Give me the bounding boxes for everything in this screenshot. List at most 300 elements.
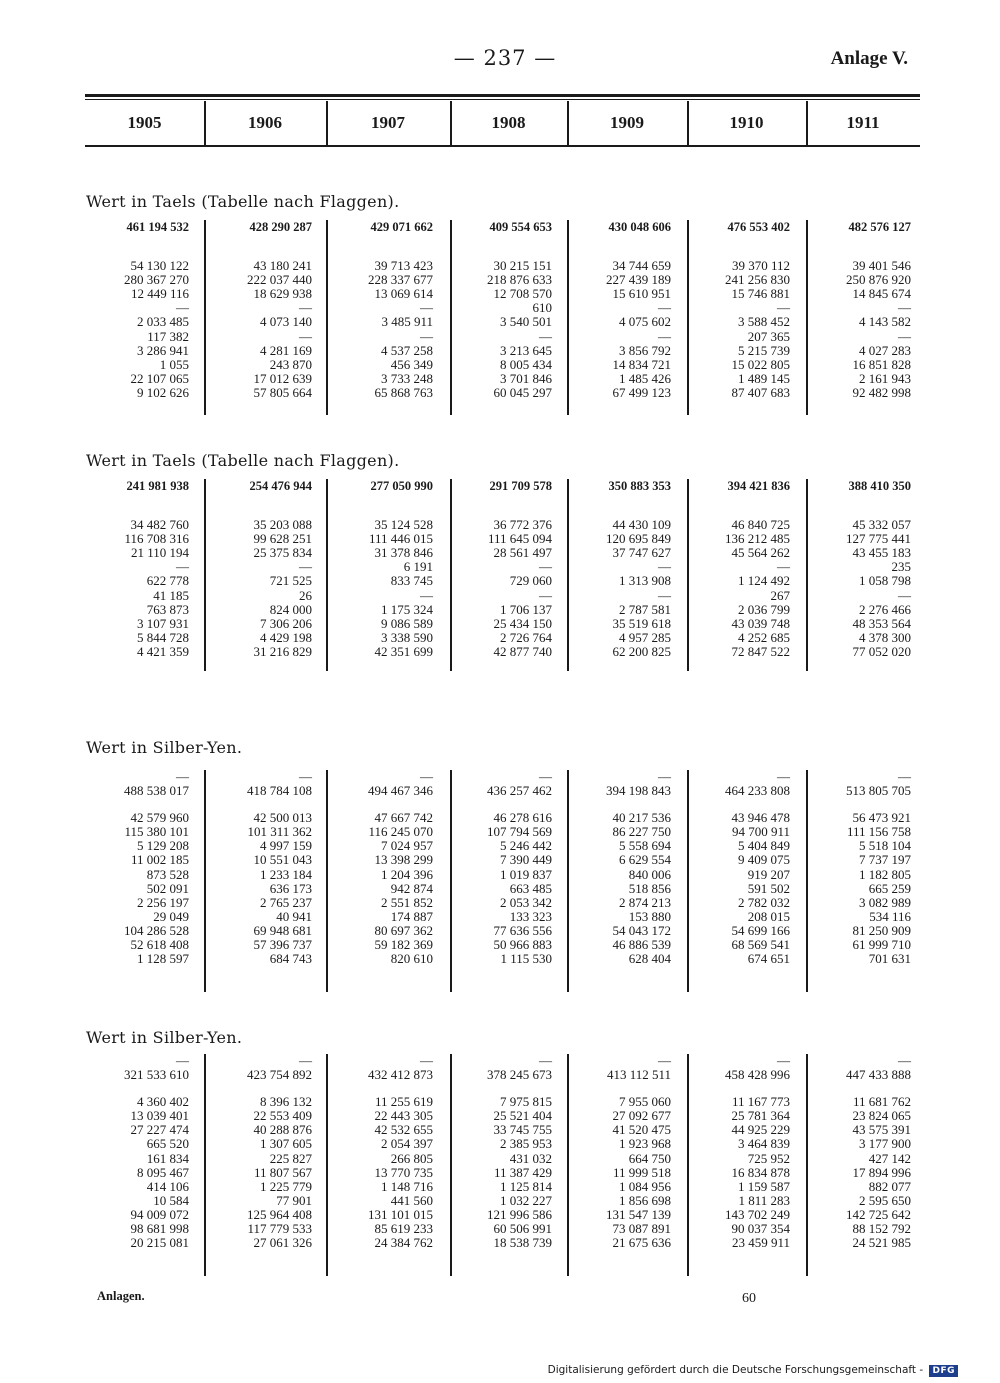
footer-number: 60 <box>742 1291 756 1306</box>
table-cell: — <box>420 328 433 344</box>
table-cell: 4 281 169 <box>260 342 312 358</box>
table-cell: 24 384 762 <box>374 1235 433 1251</box>
table-cell: 174 887 <box>390 908 433 924</box>
table-cell: 39 713 423 <box>374 258 433 274</box>
table-cell: 441 560 <box>390 1192 433 1208</box>
table-cell: 942 874 <box>390 880 433 896</box>
table-cell: 43 575 391 <box>852 1122 911 1138</box>
year-column <box>206 220 312 400</box>
table-cell: 90 037 354 <box>731 1221 790 1237</box>
table-cell: 39 370 112 <box>731 258 790 274</box>
table-cell: 34 744 659 <box>612 258 671 274</box>
table-cell: 99 628 251 <box>253 531 312 547</box>
table-cell: 1 175 324 <box>381 601 433 617</box>
table-cell: 5 246 442 <box>500 838 552 854</box>
table-cell: 29 049 <box>153 908 189 924</box>
table-cell: 432 412 873 <box>368 1067 433 1083</box>
table-cell: 4 957 285 <box>619 629 671 645</box>
table-cell: 3 338 590 <box>381 629 433 645</box>
year-header-row <box>85 101 920 145</box>
table-cell: 225 827 <box>269 1150 312 1166</box>
table-cell: 267 <box>770 587 790 603</box>
table-cell: 725 952 <box>747 1150 790 1166</box>
table-cell: 1 706 137 <box>500 601 552 617</box>
table-cell: 7 975 815 <box>500 1094 552 1110</box>
table-cell: 153 880 <box>628 908 671 924</box>
table-cell: 701 631 <box>868 951 911 967</box>
table-cell: — <box>898 587 911 603</box>
table-cell: — <box>898 769 911 784</box>
table-cell: 3 701 846 <box>500 370 552 386</box>
top-rule-thick <box>85 94 920 97</box>
table-cell: 13 069 614 <box>374 286 433 302</box>
table-cell: 7 306 206 <box>260 615 312 631</box>
table-cell: 92 482 998 <box>852 384 911 400</box>
table-cell: 222 037 440 <box>247 272 312 288</box>
year-column <box>328 1054 433 1250</box>
table-cell: 1 923 968 <box>619 1136 671 1152</box>
table-cell: 161 834 <box>146 1150 189 1166</box>
table-cell: 104 286 528 <box>124 922 189 938</box>
year-column <box>808 479 911 659</box>
table-cell: 11 681 762 <box>852 1094 911 1110</box>
table-cell: 22 553 409 <box>253 1108 312 1124</box>
table-cell: 3 485 911 <box>381 314 433 330</box>
table-cell: 665 520 <box>146 1136 189 1152</box>
table-cell: 44 925 229 <box>731 1122 790 1138</box>
table-cell: 15 746 881 <box>731 286 790 302</box>
table-cell: 3 177 900 <box>859 1136 911 1152</box>
table-cell: 73 087 891 <box>612 1221 671 1237</box>
table-cell: 513 805 705 <box>846 783 911 799</box>
table-cell: 40 288 876 <box>253 1122 312 1138</box>
table-cell: — <box>299 559 312 575</box>
table-cell: 25 434 150 <box>493 615 552 631</box>
total-value: 409 554 653 <box>489 220 552 234</box>
table-cell: 65 868 763 <box>374 384 433 400</box>
table-cell: 6 191 <box>403 559 433 575</box>
table-cell: 35 124 528 <box>374 517 433 533</box>
table-cell: 85 619 233 <box>374 1221 433 1237</box>
table-cell: 68 569 541 <box>731 937 790 953</box>
table-cell: 1 124 492 <box>738 573 790 589</box>
table-cell: — <box>420 1053 433 1068</box>
year-column <box>206 1054 312 1250</box>
table-cell: 40 217 536 <box>612 810 671 826</box>
dfg-logo: DFG <box>929 1365 958 1377</box>
table-cell: 5 129 208 <box>137 838 189 854</box>
table-cell: 25 375 834 <box>253 545 312 561</box>
table-cell: — <box>299 769 312 784</box>
table-cell: — <box>420 300 433 316</box>
table-cell: 1 225 779 <box>260 1178 312 1194</box>
year-column <box>328 770 433 966</box>
table-cell: 9 102 626 <box>137 384 189 400</box>
table-cell: 25 521 404 <box>493 1108 552 1124</box>
table-cell: 27 092 677 <box>612 1108 671 1124</box>
table-cell: 136 212 485 <box>725 531 790 547</box>
table-cell: 494 467 346 <box>368 783 433 799</box>
table-cell: 11 387 429 <box>493 1164 552 1180</box>
table-cell: — <box>176 1053 189 1068</box>
table-cell: 1 058 798 <box>859 573 911 589</box>
table-cell: 2 053 342 <box>500 894 552 910</box>
table-cell: 1 032 227 <box>500 1192 552 1208</box>
year-column <box>452 1054 552 1250</box>
table-cell: 4 421 359 <box>137 643 189 659</box>
table-cell: 16 834 878 <box>731 1164 790 1180</box>
table-cell: — <box>539 559 552 575</box>
table-cell: 1 233 184 <box>260 866 312 882</box>
year-column <box>328 479 433 659</box>
table-cell: 42 579 960 <box>130 810 189 826</box>
table-cell: 61 999 710 <box>852 937 911 953</box>
table-cell: 3 464 839 <box>738 1136 790 1152</box>
table-cell: — <box>539 328 552 344</box>
table-cell: 4 073 140 <box>260 314 312 330</box>
table-cell: 2 595 650 <box>859 1192 911 1208</box>
table-cell: 43 455 183 <box>852 545 911 561</box>
year-column <box>689 220 790 400</box>
year-bottom-rule <box>85 145 920 147</box>
table-cell: 674 651 <box>747 951 790 967</box>
total-value: 476 553 402 <box>727 220 790 234</box>
table-cell: 3 733 248 <box>381 370 433 386</box>
year-1911: 1911 <box>846 113 880 132</box>
table-cell: 42 877 740 <box>493 643 552 659</box>
table-cell: 125 964 408 <box>247 1206 312 1222</box>
table-cell: 5 518 104 <box>859 838 911 854</box>
table-cell: 48 353 564 <box>852 615 911 631</box>
year-column <box>808 1054 911 1250</box>
table-cell: 418 784 108 <box>247 783 312 799</box>
table-cell: 1 128 597 <box>137 951 189 967</box>
table-cell: 111 156 758 <box>846 824 911 840</box>
table-cell: 1 489 145 <box>738 370 790 386</box>
table-cell: 86 227 750 <box>612 824 671 840</box>
year-column <box>85 479 189 659</box>
table-cell: 2 385 953 <box>500 1136 552 1152</box>
table-cell: 636 173 <box>269 880 312 896</box>
table-cell: 1 204 396 <box>381 866 433 882</box>
table-cell: 321 533 610 <box>124 1067 189 1083</box>
table-cell: 628 404 <box>628 951 671 967</box>
table-cell: 2 782 032 <box>738 894 790 910</box>
table-cell: 46 840 725 <box>731 517 790 533</box>
total-value: 430 048 606 <box>608 220 671 234</box>
table-cell: 1 115 530 <box>500 951 552 967</box>
table-cell: 11 807 567 <box>253 1164 312 1180</box>
table-cell: 11 999 518 <box>612 1164 671 1180</box>
table-cell: 69 948 681 <box>253 922 312 938</box>
table-cell: — <box>658 559 671 575</box>
table-cell: 1 125 814 <box>500 1178 552 1194</box>
table-cell: 28 561 497 <box>493 545 552 561</box>
table-cell: 23 459 911 <box>731 1235 790 1251</box>
total-value: 241 981 938 <box>126 479 189 493</box>
table-cell: 13 039 401 <box>130 1108 189 1124</box>
table-cell: 833 745 <box>390 573 433 589</box>
table-cell: 31 216 829 <box>253 643 312 659</box>
table-cell: 873 528 <box>146 866 189 882</box>
table-cell: 5 558 694 <box>619 838 671 854</box>
table-cell: 115 380 101 <box>124 824 189 840</box>
year-column <box>569 479 671 659</box>
total-value: 461 194 532 <box>126 220 189 234</box>
year-column <box>452 770 552 966</box>
table-cell: 54 699 166 <box>731 922 790 938</box>
table-cell: 56 473 921 <box>852 810 911 826</box>
table-cell: 8 005 434 <box>500 356 552 372</box>
table-cell: 2 874 213 <box>619 894 671 910</box>
table-cell: 1 182 805 <box>859 866 911 882</box>
table-cell: 241 256 830 <box>725 272 790 288</box>
table-cell: 60 045 297 <box>493 384 552 400</box>
table-cell: 54 130 122 <box>130 258 189 274</box>
table-cell: 8 095 467 <box>137 1164 189 1180</box>
data-section <box>85 1054 920 1276</box>
section-title: Wert in Silber-Yen. <box>86 738 243 757</box>
table-cell: — <box>777 1053 790 1068</box>
table-cell: 3 286 941 <box>137 342 189 358</box>
table-cell: 72 847 522 <box>731 643 790 659</box>
table-cell: 15 022 805 <box>731 356 790 372</box>
table-cell: 5 215 739 <box>738 342 790 358</box>
table-cell: 6 629 554 <box>619 852 671 868</box>
table-cell: 47 667 742 <box>374 810 433 826</box>
total-value: 350 883 353 <box>608 479 671 493</box>
table-cell: 208 015 <box>747 908 790 924</box>
table-cell: 21 675 636 <box>612 1235 671 1251</box>
table-cell: 12 449 116 <box>130 286 189 302</box>
section-title: Wert in Taels (Tabelle nach Flaggen). <box>86 192 400 211</box>
table-cell: 27 227 474 <box>130 1122 189 1138</box>
table-cell: — <box>658 587 671 603</box>
table-cell: 4 252 685 <box>738 629 790 645</box>
table-cell: 464 233 808 <box>725 783 790 799</box>
table-cell: 1 159 587 <box>738 1178 790 1194</box>
table-cell: 101 311 362 <box>247 824 312 840</box>
table-cell: 5 404 849 <box>738 838 790 854</box>
table-cell: — <box>658 328 671 344</box>
total-value: 291 709 578 <box>489 479 552 493</box>
table-cell: 5 844 728 <box>137 629 189 645</box>
table-cell: — <box>539 587 552 603</box>
table-cell: 2 551 852 <box>381 894 433 910</box>
table-cell: 664 750 <box>628 1150 671 1166</box>
table-cell: 131 101 015 <box>368 1206 433 1222</box>
table-cell: 882 077 <box>868 1178 911 1194</box>
table-cell: 423 754 892 <box>247 1067 312 1083</box>
table-cell: 427 142 <box>868 1150 911 1166</box>
table-cell: — <box>299 300 312 316</box>
year-divider <box>687 101 689 145</box>
year-column <box>206 479 312 659</box>
table-cell: — <box>176 300 189 316</box>
table-cell: 94 700 911 <box>731 824 790 840</box>
table-cell: 1 148 716 <box>381 1178 433 1194</box>
table-cell: 16 851 828 <box>852 356 911 372</box>
table-cell: 44 430 109 <box>612 517 671 533</box>
year-divider <box>204 101 206 145</box>
table-cell: 143 702 249 <box>725 1206 790 1222</box>
table-cell: 42 532 655 <box>374 1122 433 1138</box>
table-cell: 131 547 139 <box>606 1206 671 1222</box>
table-cell: 456 349 <box>390 356 433 372</box>
year-column <box>689 1054 790 1250</box>
table-cell: 2 036 799 <box>738 601 790 617</box>
table-cell: 2 033 485 <box>137 314 189 330</box>
table-cell: 26 <box>299 587 312 603</box>
total-value: 428 290 287 <box>249 220 312 234</box>
page-number: — 237 — <box>453 46 557 70</box>
table-cell: 46 886 539 <box>612 937 671 953</box>
annex-label: Anlage V. <box>830 48 908 69</box>
table-cell: 4 075 602 <box>619 314 671 330</box>
table-cell: 98 681 998 <box>130 1221 189 1237</box>
table-cell: 59 182 369 <box>374 937 433 953</box>
table-cell: 7 390 449 <box>500 852 552 868</box>
table-cell: 436 257 462 <box>487 783 552 799</box>
table-cell: 43 946 478 <box>731 810 790 826</box>
table-cell: 22 443 305 <box>374 1108 433 1124</box>
table-cell: 25 781 364 <box>731 1108 790 1124</box>
table-cell: 10 584 <box>153 1192 189 1208</box>
table-cell: 3 107 931 <box>137 615 189 631</box>
table-cell: 3 213 645 <box>500 342 552 358</box>
year-1906: 1906 <box>248 113 282 132</box>
table-cell: 17 894 996 <box>852 1164 911 1180</box>
table-cell: 116 245 070 <box>368 824 433 840</box>
table-cell: 7 955 060 <box>619 1094 671 1110</box>
table-cell: 378 245 673 <box>487 1067 552 1083</box>
year-column <box>452 220 552 400</box>
table-cell: 14 834 721 <box>612 356 671 372</box>
year-1907: 1907 <box>371 113 405 132</box>
year-1910: 1910 <box>729 113 764 132</box>
table-cell: 13 398 299 <box>374 852 433 868</box>
table-cell: 1 485 426 <box>619 370 671 386</box>
table-cell: 431 032 <box>509 1150 552 1166</box>
table-cell: 488 538 017 <box>124 783 189 799</box>
table-cell: 2 726 764 <box>500 629 552 645</box>
table-cell: 518 856 <box>628 880 671 896</box>
year-divider <box>567 101 569 145</box>
table-cell: — <box>898 328 911 344</box>
table-cell: — <box>777 769 790 784</box>
table-cell: 107 794 569 <box>487 824 552 840</box>
section-title: Wert in Taels (Tabelle nach Flaggen). <box>86 451 400 470</box>
total-value: 394 421 836 <box>727 479 790 493</box>
table-cell: 7 737 197 <box>859 852 911 868</box>
table-cell: 60 506 991 <box>493 1221 552 1237</box>
table-cell: 7 024 957 <box>381 838 433 854</box>
table-cell: 4 537 258 <box>381 342 433 358</box>
table-cell: — <box>176 769 189 784</box>
table-cell: 227 439 189 <box>606 272 671 288</box>
table-cell: 80 697 362 <box>374 922 433 938</box>
table-cell: 41 185 <box>153 587 189 603</box>
data-section <box>85 479 920 671</box>
total-value: 429 071 662 <box>370 220 433 234</box>
table-cell: 20 215 081 <box>130 1235 189 1251</box>
table-cell: 43 180 241 <box>253 258 312 274</box>
table-cell: 50 966 883 <box>493 937 552 953</box>
table-cell: 413 112 511 <box>606 1067 671 1083</box>
year-column <box>808 220 911 400</box>
credit-text: Digitalisierung gefördert durch die Deutsche Forschungsgemeinschaft - <box>547 1364 924 1376</box>
year-divider <box>806 101 808 145</box>
table-cell: 11 002 185 <box>130 852 189 868</box>
table-cell: 117 382 <box>147 328 189 344</box>
page-header <box>0 44 1000 84</box>
table-cell: 18 538 739 <box>493 1235 552 1251</box>
table-cell: 1 084 956 <box>619 1178 671 1194</box>
table-cell: — <box>299 328 312 344</box>
table-cell: 2 787 581 <box>619 601 671 617</box>
table-cell: 458 428 996 <box>725 1067 790 1083</box>
digitization-credit <box>548 1364 958 1377</box>
table-cell: — <box>420 587 433 603</box>
table-cell: 11 255 619 <box>374 1094 433 1110</box>
footer-label: Anlagen. <box>97 1289 145 1303</box>
total-value: 388 410 350 <box>848 479 911 493</box>
table-cell: 8 396 132 <box>260 1094 312 1110</box>
table-cell: 2 256 197 <box>137 894 189 910</box>
top-rule-thin <box>85 99 920 100</box>
table-cell: 250 876 920 <box>846 272 911 288</box>
table-cell: 41 520 475 <box>612 1122 671 1138</box>
table-cell: 62 200 825 <box>612 643 671 659</box>
table-cell: 121 996 586 <box>487 1206 552 1222</box>
table-cell: 4 429 198 <box>260 629 312 645</box>
table-cell: 21 110 194 <box>130 545 189 561</box>
table-cell: 2 161 943 <box>859 370 911 386</box>
table-cell: 3 540 501 <box>500 314 552 330</box>
table-cell: 4 143 582 <box>859 314 911 330</box>
table-cell: 3 588 452 <box>738 314 790 330</box>
table-cell: 414 106 <box>146 1178 189 1194</box>
table-cell: 39 401 546 <box>852 258 911 274</box>
table-cell: 919 207 <box>747 866 790 882</box>
table-cell: 52 618 408 <box>130 937 189 953</box>
year-column <box>689 770 790 966</box>
table-cell: 1 307 605 <box>260 1136 312 1152</box>
table-cell: 2 765 237 <box>260 894 312 910</box>
table-cell: 35 519 618 <box>612 615 671 631</box>
year-column <box>206 770 312 966</box>
table-cell: 2 054 397 <box>381 1136 433 1152</box>
table-cell: 10 551 043 <box>253 852 312 868</box>
table-cell: 4 378 300 <box>859 629 911 645</box>
table-cell: 88 152 792 <box>852 1221 911 1237</box>
table-cell: — <box>176 559 189 575</box>
table-cell: 117 779 533 <box>247 1221 312 1237</box>
table-cell: 18 629 938 <box>253 286 312 302</box>
table-cell: 591 502 <box>747 880 790 896</box>
table-cell: 684 743 <box>269 951 312 967</box>
table-cell: 729 060 <box>509 573 552 589</box>
table-cell: 9 409 075 <box>738 852 790 868</box>
table-cell: 42 500 013 <box>253 810 312 826</box>
year-column <box>808 770 911 966</box>
table-cell: 35 203 088 <box>253 517 312 533</box>
table-cell: 142 725 642 <box>846 1206 911 1222</box>
table-cell: 127 775 441 <box>846 531 911 547</box>
year-column <box>452 479 552 659</box>
year-column <box>85 1054 189 1250</box>
table-cell: 46 278 616 <box>493 810 552 826</box>
